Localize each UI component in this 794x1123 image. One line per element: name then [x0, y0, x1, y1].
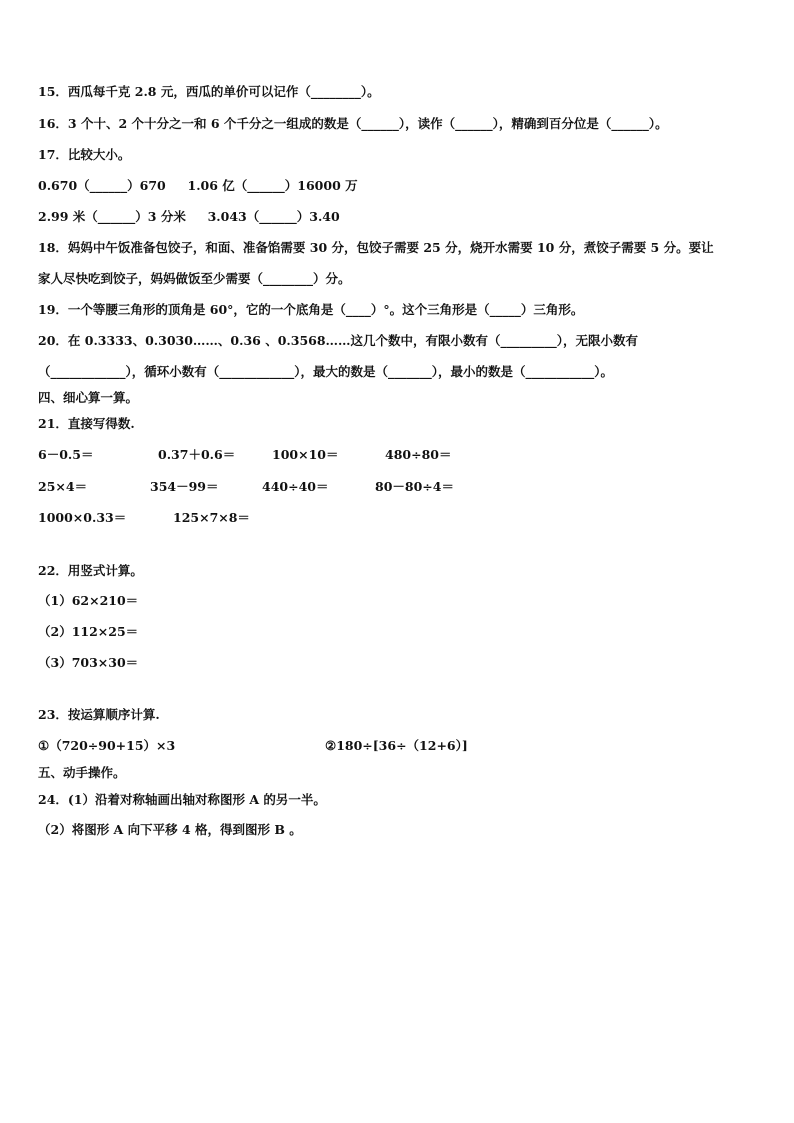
question-17-row-2: 2.99 米（______）3 分米 3.043（______）3.40	[38, 209, 340, 224]
q21-row2-item-4: 80－80÷4＝	[375, 479, 454, 494]
q21-row3-item-1: 1000×0.33＝	[38, 510, 127, 525]
question-22-item-1: （1）62×210＝	[38, 593, 139, 608]
question-20-line-2: （____________），循环小数有（____________），最大的数是（_______），最小的数是（___________）。	[38, 364, 614, 379]
question-23-item-1: ①（720÷90+15）×3	[38, 738, 176, 753]
question-24-line-1: 24．(1）沿着对称轴画出轴对称图形 A 的另一半。	[38, 792, 326, 807]
q21-row1-item-1: 6－0.5＝	[38, 447, 94, 462]
question-18-line-1: 18．妈妈中午饭准备包饺子，和面、准备馅需要 30 分，包饺子需要 25 分，烧开水需要 10 分，煮饺子需要 5 分。要让	[38, 240, 714, 255]
q21-row1-item-2: 0.37＋0.6＝	[158, 447, 236, 462]
question-22-item-2: （2）112×25＝	[38, 624, 139, 639]
question-24-line-2: （2）将图形 A 向下平移 4 格，得到图形 B 。	[38, 822, 302, 837]
q21-row2-item-3: 440÷40＝	[262, 479, 329, 494]
question-19: 19．一个等腰三角形的顶角是 60°，它的一个底角是（____）°。这个三角形是（_____）三角形。	[38, 302, 584, 317]
question-17-title: 17．比较大小。	[38, 147, 131, 162]
section-4-heading: 四、细心算一算。	[38, 390, 139, 405]
question-23-item-2: ②180÷[36÷（12+6）]	[325, 738, 468, 753]
question-21-title: 21．直接写得数.	[38, 416, 135, 431]
q21-row1-item-4: 480÷80＝	[385, 447, 452, 462]
question-18-line-2: 家人尽快吃到饺子，妈妈做饭至少需要（________）分。	[38, 271, 351, 286]
question-23-title: 23．按运算顺序计算.	[38, 707, 160, 722]
question-16: 16．3 个十、2 个十分之一和 6 个千分之一组成的数是（______），读作（______），精确到百分位是（______）。	[38, 116, 668, 131]
question-17-row-1: 0.670（______）670 1.06 亿（______）16000 万	[38, 178, 358, 193]
q21-row2-item-2: 354－99＝	[150, 479, 219, 494]
q21-row2-item-1: 25×4＝	[38, 479, 88, 494]
question-22-item-3: （3）703×30＝	[38, 655, 139, 670]
question-22-title: 22．用竖式计算。	[38, 563, 143, 578]
q21-row3-item-2: 125×7×8＝	[173, 510, 250, 525]
question-15: 15．西瓜每千克 2.8 元，西瓜的单价可以记作（________）。	[38, 84, 380, 99]
section-5-heading: 五、动手操作。	[38, 765, 126, 780]
q21-row1-item-3: 100×10＝	[272, 447, 339, 462]
question-20-line-1: 20．在 0.3333、0.3030……、0.36 、0.3568……这几个数中，有限小数有（_________），无限小数有	[38, 333, 639, 348]
